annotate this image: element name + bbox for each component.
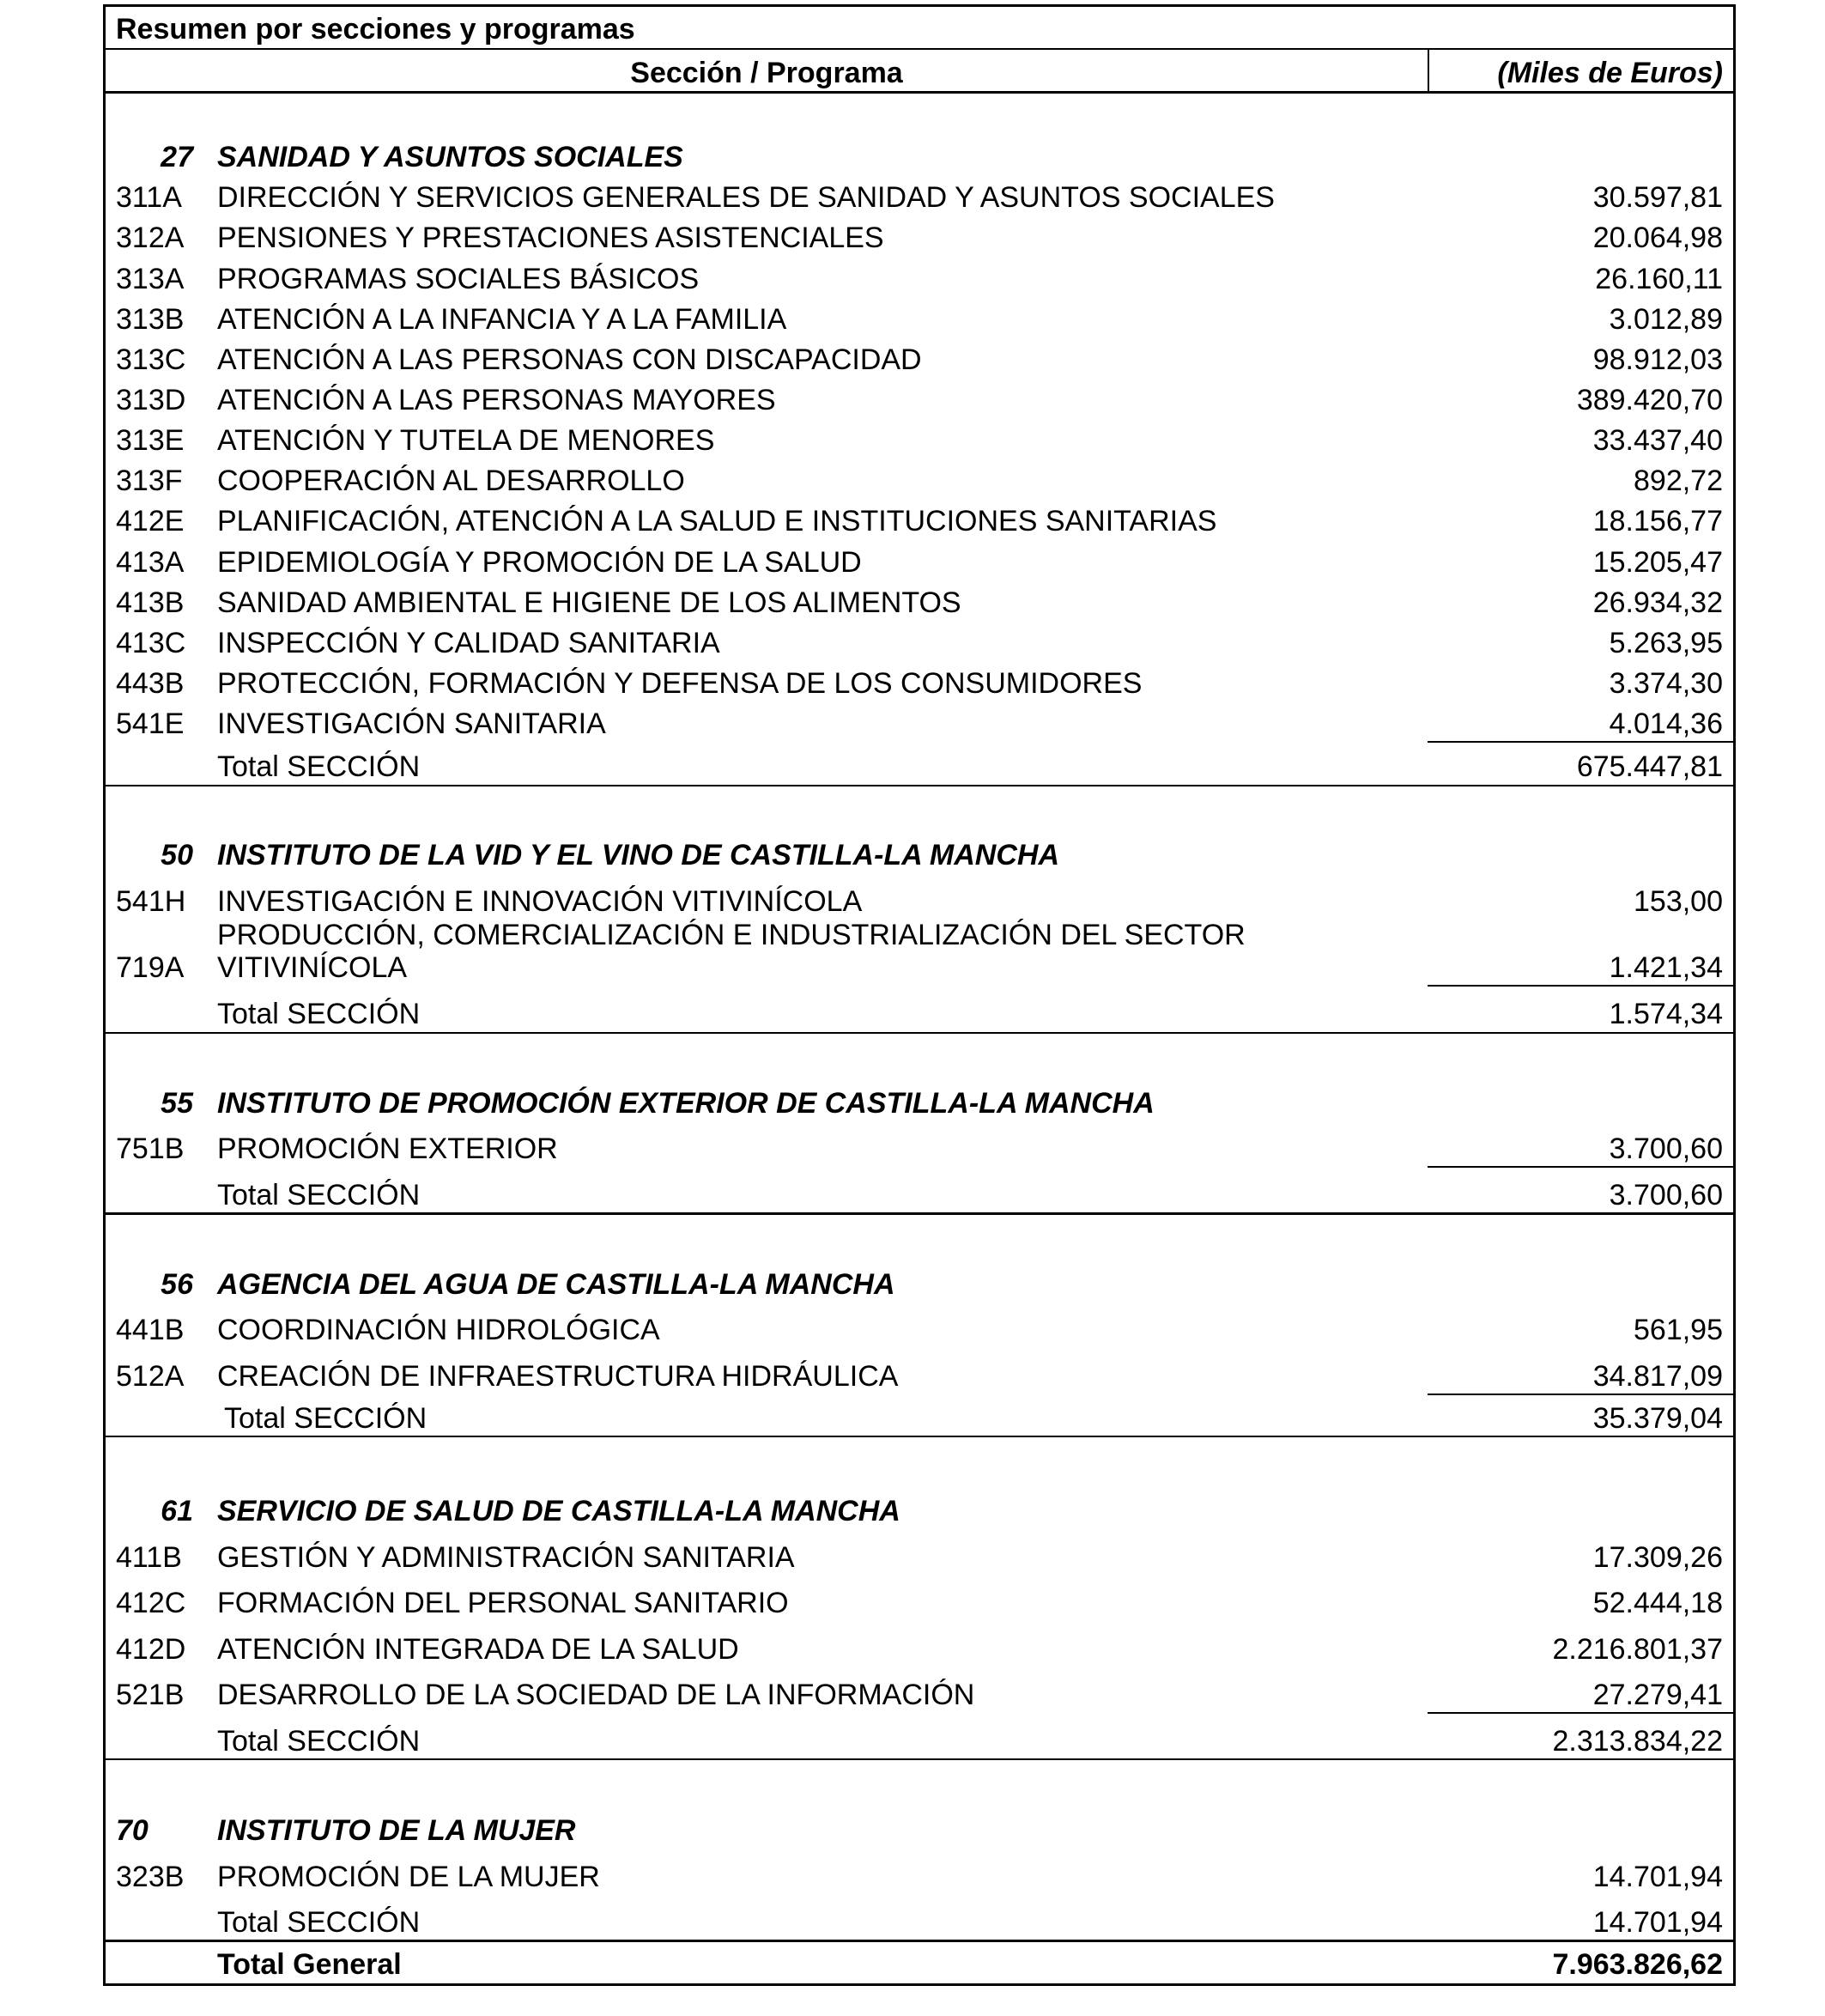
column-header-amount: (Miles de Euros) (1497, 57, 1723, 89)
program-amount: 20.064,98 (1592, 222, 1723, 254)
section-name: INSTITUTO DE LA MUJER (217, 1814, 576, 1847)
section-divider (106, 785, 1733, 786)
section-divider (106, 1032, 1733, 1034)
program-amount: 14.701,94 (1592, 1861, 1723, 1893)
subtotal-rule (1428, 741, 1733, 743)
program-code: 313C (116, 343, 186, 376)
program-amount: 153,00 (1634, 885, 1723, 918)
program-name: SANIDAD AMBIENTAL E HIGIENE DE LOS ALIMENTOS (217, 586, 961, 619)
column-divider (1428, 48, 1429, 93)
section-divider (106, 1436, 1733, 1437)
program-name: PROMOCIÓN DE LA MUJER (217, 1861, 600, 1893)
grand-total-label: Total General (217, 1948, 402, 1981)
section-total-amount: 1.574,34 (1609, 998, 1723, 1030)
program-name: ATENCIÓN A LA INFANCIA Y A LA FAMILIA (217, 303, 787, 336)
grand-total-amount: 7.963.826,62 (1552, 1948, 1723, 1981)
program-amount: 3.374,30 (1609, 667, 1723, 700)
budget-summary-table (103, 4, 1736, 1986)
program-amount: 15.205,47 (1592, 546, 1723, 579)
program-code: 521B (116, 1679, 185, 1711)
program-name: PLANIFICACIÓN, ATENCIÓN A LA SALUD E INSTITUCIONES SANITARIAS (217, 505, 1217, 537)
program-name: EPIDEMIOLOGÍA Y PROMOCIÓN DE LA SALUD (217, 546, 862, 579)
section-total-amount: 14.701,94 (1592, 1906, 1723, 1939)
program-code: 751B (116, 1132, 185, 1165)
program-code: 313D (116, 384, 186, 416)
program-code: 313E (116, 424, 185, 457)
program-name: INSPECCIÓN Y CALIDAD SANITARIA (217, 627, 720, 659)
section-number: 70 (116, 1814, 149, 1847)
program-name: INVESTIGACIÓN SANITARIA (217, 707, 606, 740)
divider (106, 48, 1733, 50)
program-name: ATENCIÓN A LAS PERSONAS CON DISCAPACIDAD (217, 343, 922, 376)
section-total-amount: 675.447,81 (1576, 750, 1723, 783)
section-total-amount: 3.700,60 (1609, 1179, 1723, 1211)
program-name-line1: PRODUCCIÓN, COMERCIALIZACIÓN E INDUSTRIALIZACIÓN DEL SECTOR (217, 919, 1246, 951)
section-total-label: Total SECCIÓN (217, 1179, 421, 1211)
program-code: 413B (116, 586, 185, 619)
program-amount: 3.700,60 (1609, 1132, 1723, 1165)
section-divider (106, 1212, 1733, 1215)
program-name: PROGRAMAS SOCIALES BÁSICOS (217, 263, 700, 295)
program-amount: 2.216.801,37 (1552, 1633, 1723, 1666)
section-total-label: Total SECCIÓN (224, 1402, 427, 1435)
program-amount: 1.421,34 (1609, 951, 1723, 984)
program-amount: 98.912,03 (1592, 343, 1723, 376)
section-name: AGENCIA DEL AGUA DE CASTILLA-LA MANCHA (217, 1268, 895, 1301)
section-number: 27 (161, 141, 193, 173)
section-total-amount: 35.379,04 (1592, 1402, 1723, 1435)
program-code: 412E (116, 505, 185, 537)
table-title: Resumen por secciones y programas (116, 13, 635, 46)
column-header-program: Sección / Programa (630, 57, 903, 89)
program-name: COOPERACIÓN AL DESARROLLO (217, 465, 685, 497)
program-name: INVESTIGACIÓN E INNOVACIÓN VITIVINÍCOLA (217, 885, 863, 918)
program-amount: 34.817,09 (1592, 1360, 1723, 1393)
program-amount: 52.444,18 (1592, 1587, 1723, 1619)
program-name: ATENCIÓN A LAS PERSONAS MAYORES (217, 384, 776, 416)
section-number: 56 (161, 1268, 193, 1301)
program-code: 541H (116, 885, 186, 918)
program-name: PROMOCIÓN EXTERIOR (217, 1132, 558, 1165)
subtotal-rule (1428, 1394, 1733, 1395)
section-name: SERVICIO DE SALUD DE CASTILLA-LA MANCHA (217, 1495, 900, 1527)
section-number: 55 (161, 1087, 193, 1120)
program-amount: 17.309,26 (1592, 1541, 1723, 1574)
program-amount: 33.437,40 (1592, 424, 1723, 457)
section-total-label: Total SECCIÓN (217, 750, 421, 783)
program-amount: 18.156,77 (1592, 505, 1723, 537)
program-code: 413A (116, 546, 185, 579)
program-name: GESTIÓN Y ADMINISTRACIÓN SANITARIA (217, 1541, 795, 1574)
program-amount: 27.279,41 (1592, 1679, 1723, 1711)
subtotal-rule (1428, 1712, 1733, 1714)
section-total-label: Total SECCIÓN (217, 1725, 421, 1758)
program-code: 312A (116, 222, 185, 254)
program-name: ATENCIÓN Y TUTELA DE MENORES (217, 424, 715, 457)
program-name: PROTECCIÓN, FORMACIÓN Y DEFENSA DE LOS CONSUMIDORES (217, 667, 1143, 700)
section-name: SANIDAD Y ASUNTOS SOCIALES (217, 141, 683, 173)
program-name: PENSIONES Y PRESTACIONES ASISTENCIALES (217, 222, 884, 254)
program-code: 411B (116, 1541, 182, 1574)
program-code: 541E (116, 707, 185, 740)
program-amount: 892,72 (1634, 465, 1723, 497)
program-name: DIRECCIÓN Y SERVICIOS GENERALES DE SANIDAD Y ASUNTOS SOCIALES (217, 181, 1275, 214)
program-amount: 561,95 (1634, 1314, 1723, 1346)
program-code: 323B (116, 1861, 185, 1893)
section-name: INSTITUTO DE PROMOCIÓN EXTERIOR DE CASTILLA-LA MANCHA (217, 1087, 1155, 1120)
program-amount: 26.160,11 (1595, 263, 1723, 295)
section-divider (106, 1940, 1733, 1942)
program-amount: 389.420,70 (1576, 384, 1723, 416)
section-total-label: Total SECCIÓN (217, 1906, 421, 1939)
program-code: 313B (116, 303, 185, 336)
program-code: 413C (116, 627, 186, 659)
header-bottom-border (106, 91, 1733, 94)
section-total-label: Total SECCIÓN (217, 998, 421, 1030)
program-code: 719A (116, 951, 185, 984)
program-amount: 30.597,81 (1592, 181, 1723, 214)
program-code: 512A (116, 1360, 185, 1393)
section-total-amount: 2.313.834,22 (1552, 1725, 1723, 1758)
program-code: 313A (116, 263, 185, 295)
program-code: 412C (116, 1587, 186, 1619)
program-code: 412D (116, 1633, 186, 1666)
program-code: 441B (116, 1314, 185, 1346)
section-number: 50 (161, 839, 193, 871)
program-name: DESARROLLO DE LA SOCIEDAD DE LA INFORMACIÓN (217, 1679, 975, 1711)
program-amount: 3.012,89 (1609, 303, 1723, 336)
section-name: INSTITUTO DE LA VID Y EL VINO DE CASTILLA-LA MANCHA (217, 839, 1060, 871)
section-divider (106, 1758, 1733, 1760)
program-amount: 5.263,95 (1609, 627, 1723, 659)
program-amount: 26.934,32 (1592, 586, 1723, 619)
subtotal-rule (1428, 985, 1733, 987)
program-code: 313F (116, 465, 183, 497)
program-amount: 4.014,36 (1609, 707, 1723, 740)
program-name: FORMACIÓN DEL PERSONAL SANITARIO (217, 1587, 789, 1619)
subtotal-rule (1428, 1166, 1733, 1168)
program-name: COORDINACIÓN HIDROLÓGICA (217, 1314, 660, 1346)
program-name: CREACIÓN DE INFRAESTRUCTURA HIDRÁULICA (217, 1360, 899, 1393)
program-code: 443B (116, 667, 185, 700)
program-name-line2: VITIVINÍCOLA (217, 951, 408, 984)
program-name: ATENCIÓN INTEGRADA DE LA SALUD (217, 1633, 739, 1666)
program-code: 311A (116, 181, 182, 214)
section-number: 61 (161, 1495, 193, 1527)
